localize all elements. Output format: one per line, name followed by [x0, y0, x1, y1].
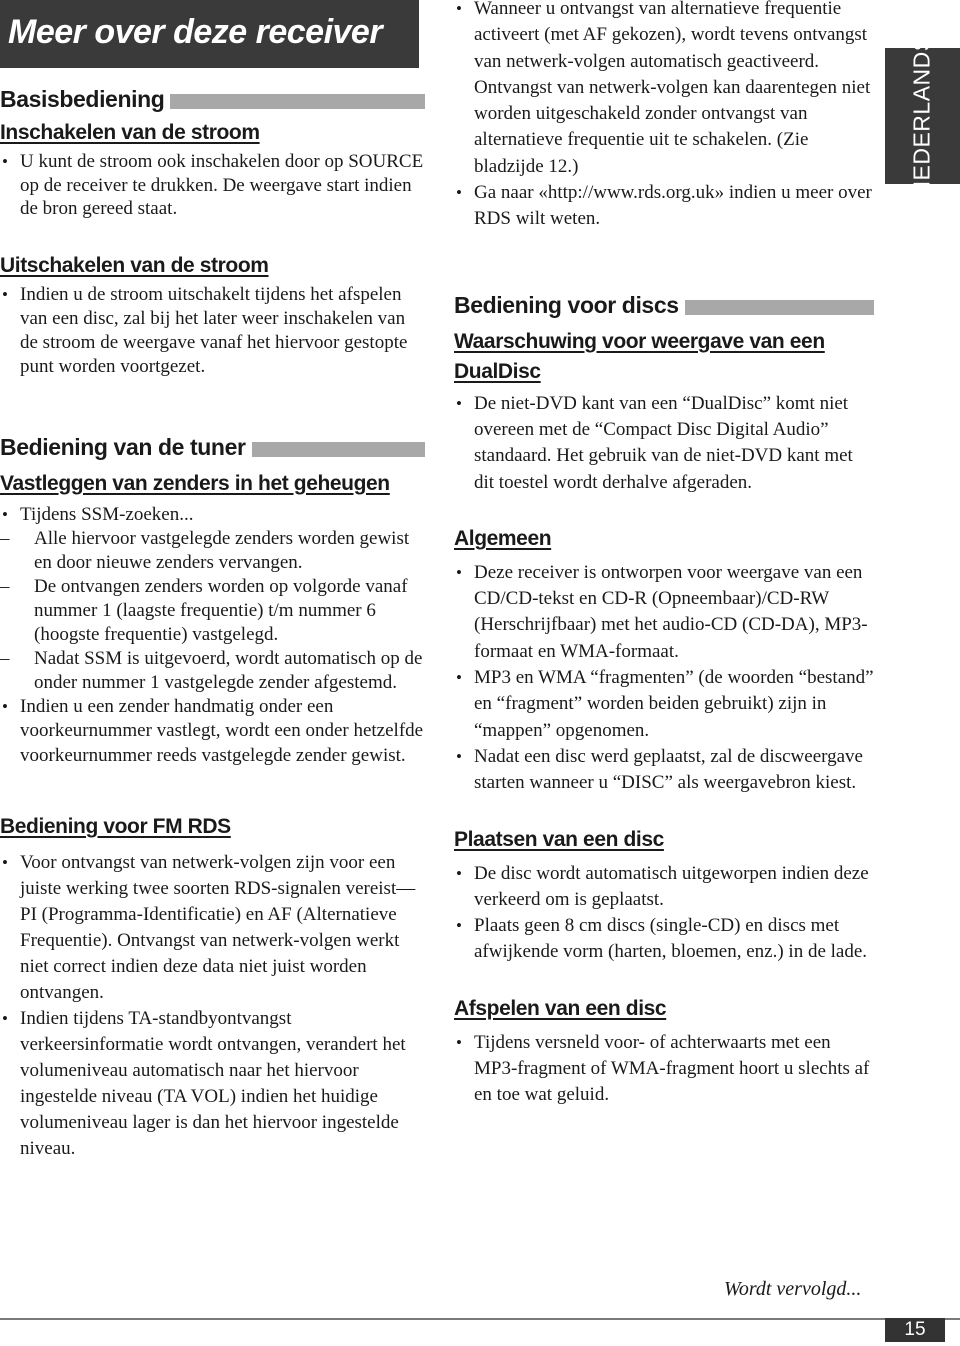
list-algemeen	[454, 560, 874, 797]
list-item: • Voor ontvangst van netwerk-volgen zijn voor een juiste werking twee soorten RDS-signalen vereist—PI (Programma-Identificatie) en AF (Alternatieve Frequentie). Ontvangst van netwerk-volgen werkt niet correct indien deze data niet juist worden ontvangen.	[0, 850, 425, 1006]
dash-item: – De ontvangen zenders worden op volgorde vanaf nummer 1 (laagste frequentie) t/m nummer 6 (hoogste frequentie) vastgelegd.	[0, 575, 425, 647]
section-heading-discs-text: Bediening voor discs	[454, 292, 679, 319]
subheading-vastleggen: Vastleggen van zenders in het geheugen	[0, 471, 390, 495]
subheading-plaatsen: Plaatsen van een disc	[454, 827, 664, 851]
list-item: • De niet-DVD kant van een “DualDisc” komt niet overeen met de “Compact Disc Digital Audio” standaard. Het gebruik van de niet-DVD kant met dit toestel wordt derhalve afgeraden.	[454, 391, 874, 496]
list-item: • U kunt de stroom ook inschakelen door op SOURCE op de receiver te drukken. De weergave start indien de bron gereed staat.	[0, 150, 425, 221]
list-dualdisc	[454, 391, 874, 496]
language-tab	[885, 34, 960, 198]
dash-item: – Nadat SSM is uitgevoerd, wordt automatisch op de onder nummer 1 vastgelegde zender afgestemd.	[0, 647, 425, 695]
list-fm-rds	[0, 850, 425, 1162]
heading-bar	[685, 300, 874, 315]
subheading-fm-rds: Bediening voor FM RDS	[0, 815, 231, 838]
page-number: 15	[885, 1318, 945, 1342]
list-inschakelen	[0, 150, 425, 221]
list-plaatsen	[454, 861, 874, 966]
list-rds-continued	[454, 0, 874, 233]
footer-divider	[0, 1318, 960, 1320]
list-item: • Nadat een disc werd geplaatst, zal de discweergave starten wanneer u “DISC” als weergavebron kiest.	[454, 744, 874, 797]
list-item: • Wanneer u ontvangst van alternatieve frequentie activeert (met AF gekozen), wordt tevens ontvangst van netwerk-volgen automatisch geactiveerd. Ontvangst van netwerk-volgen kan daarentegen niet worden uitgeschakeld zonder ontvangst van alternatieve frequentie uit te schakelen. (Zie bladzijde 12.)	[454, 0, 874, 180]
list-item: • Indien u een zender handmatig onder een voorkeurnummer vastlegt, wordt een onder hetzelfde voorkeurnummer reeds vastgelegde zender gewist.	[0, 695, 425, 769]
list-uitschakelen	[0, 283, 425, 379]
section-heading-tuner-text: Bediening van de tuner	[0, 434, 246, 460]
list-item-text: Tijdens SSM-zoeken...	[20, 503, 194, 525]
language-tab-label: NEDERLANDS	[909, 34, 935, 198]
subheading-algemeen: Algemeen	[454, 526, 552, 550]
list-item: • Indien tijdens TA-standbyontvangst verkeersinformatie wordt ontvangen, verandert het volumeniveau automatisch naar het hiervoor ingestelde niveau (TA VOL) indien het huidige volumeniveau lager is dan het hiervoor ingestelde niveau.	[0, 1006, 425, 1162]
list-item: • Plaats geen 8 cm discs (single-CD) en discs met afwijkende vorm (harten, bloemen, enz.) in de lade.	[454, 913, 874, 966]
section-heading-discs	[454, 289, 874, 323]
subheading-uitschakelen: Uitschakelen van de stroom	[0, 253, 269, 277]
subheading-afspelen: Afspelen van een disc	[454, 996, 667, 1020]
right-column	[454, 0, 874, 1109]
list-item: • Deze receiver is ontworpen voor weergave van een CD/CD-tekst en CD-R (Opneembaar)/CD-RW (Herschrijfbaar) met het audio-CD (CD-DA), MP3-formaat en WMA-formaat.	[454, 560, 874, 665]
subheading-inschakelen: Inschakelen van de stroom	[0, 121, 260, 144]
dash-list	[0, 527, 425, 695]
list-item: • MP3 en WMA “fragmenten” (de woorden “bestand” en “fragment” worden beiden gebruikt) zijn in “mappen” opgenomen.	[454, 665, 874, 744]
section-heading-basis-text: Basisbediening	[0, 85, 165, 112]
continued-note: Wordt vervolgd...	[724, 1278, 862, 1300]
page-title: Meer over deze receiver	[0, 0, 419, 68]
list-vastleggen	[0, 503, 425, 769]
section-heading-tuner	[0, 431, 425, 465]
heading-bar	[170, 94, 425, 109]
section-heading-basis	[0, 82, 425, 116]
dash-item: – Alle hiervoor vastgelegde zenders worden gewist en door nieuwe zenders vervangen.	[0, 527, 425, 575]
list-item: • Indien u de stroom uitschakelt tijdens het afspelen van een disc, zal bij het later weer inschakelen van de stroom de weergave vanaf het hiervoor gestopte punt worden voortgezet.	[0, 283, 425, 379]
list-item: • De disc wordt automatisch uitgeworpen indien deze verkeerd om is geplaatst.	[454, 861, 874, 914]
left-column	[0, 0, 425, 1162]
list-item: • Tijdens versneld voor- of achterwaarts met een MP3-fragment of WMA-fragment hoort u slechts af en toe wat geluid.	[454, 1030, 874, 1109]
list-item: • Ga naar «http://www.rds.org.uk» indien u meer over RDS wilt weten.	[454, 180, 874, 233]
list-afspelen	[454, 1030, 874, 1109]
list-item	[0, 503, 425, 695]
subheading-dualdisc: Waarschuwing voor weergave van een DualDisc	[454, 329, 825, 383]
heading-bar	[252, 442, 425, 457]
